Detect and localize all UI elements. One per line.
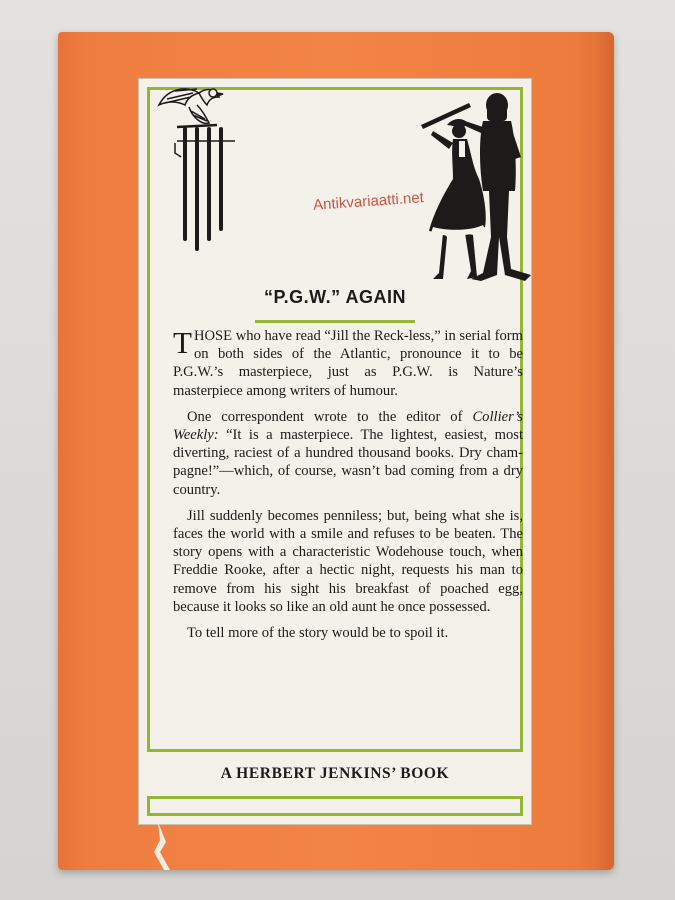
paragraph-2-lead: One correspondent wrote to the editor of: [187, 408, 463, 425]
watermark-text: Antikvariaatti.net: [312, 189, 425, 214]
paragraph-1: [173, 327, 523, 400]
publisher-name: A HERBERT JENKINS’ BOOK: [220, 765, 450, 782]
blurb-panel: [138, 78, 532, 825]
eagle-fasces-icon: [147, 79, 239, 259]
blurb-text: [173, 327, 523, 650]
paragraph-1-text: HOSE who have read “Jill the Reck-less,” in serial form on both sides of the Atlantic, pronounce it to be P.G.W.’s masterpiece, just as P.G.W. is Nature’s masterpiece among writers of humour.: [173, 328, 524, 399]
paragraph-2: [173, 408, 523, 499]
paragraph-3: Jill suddenly becomes penniless; but, being what she is, faces the world with a smile and refuses to be beaten. The story opens with a characteristic Wodehouse touch, when Freddie Rooke, after a hectic night, requests his man to remove from his sight his breakfast of poached egg, because it looks so like an old aunt he once possessed.: [173, 507, 523, 615]
blurb-headline: “P.G.W.” AGAIN: [263, 287, 407, 307]
book-back-cover: [58, 32, 614, 870]
book-spine-edge: [592, 32, 614, 870]
drop-cap: T: [173, 325, 192, 360]
paragraph-2-text: “It is a masterpiece. The lightest, easiest, most diverting, raciest of a hundred thousand books. Dry cham-pagne!”—which, of course, wasn’t bad coming from a dry country.: [173, 427, 523, 498]
paragraph-4: To tell more of the story would be to spoil it.: [187, 625, 449, 642]
publisher-band: [147, 749, 523, 799]
headline-underline: [255, 320, 415, 323]
woman-and-policeman-silhouette: [413, 87, 533, 287]
cover-wear-mark: [154, 822, 176, 870]
magazine-title: Collier’s Weekly:: [173, 408, 523, 444]
